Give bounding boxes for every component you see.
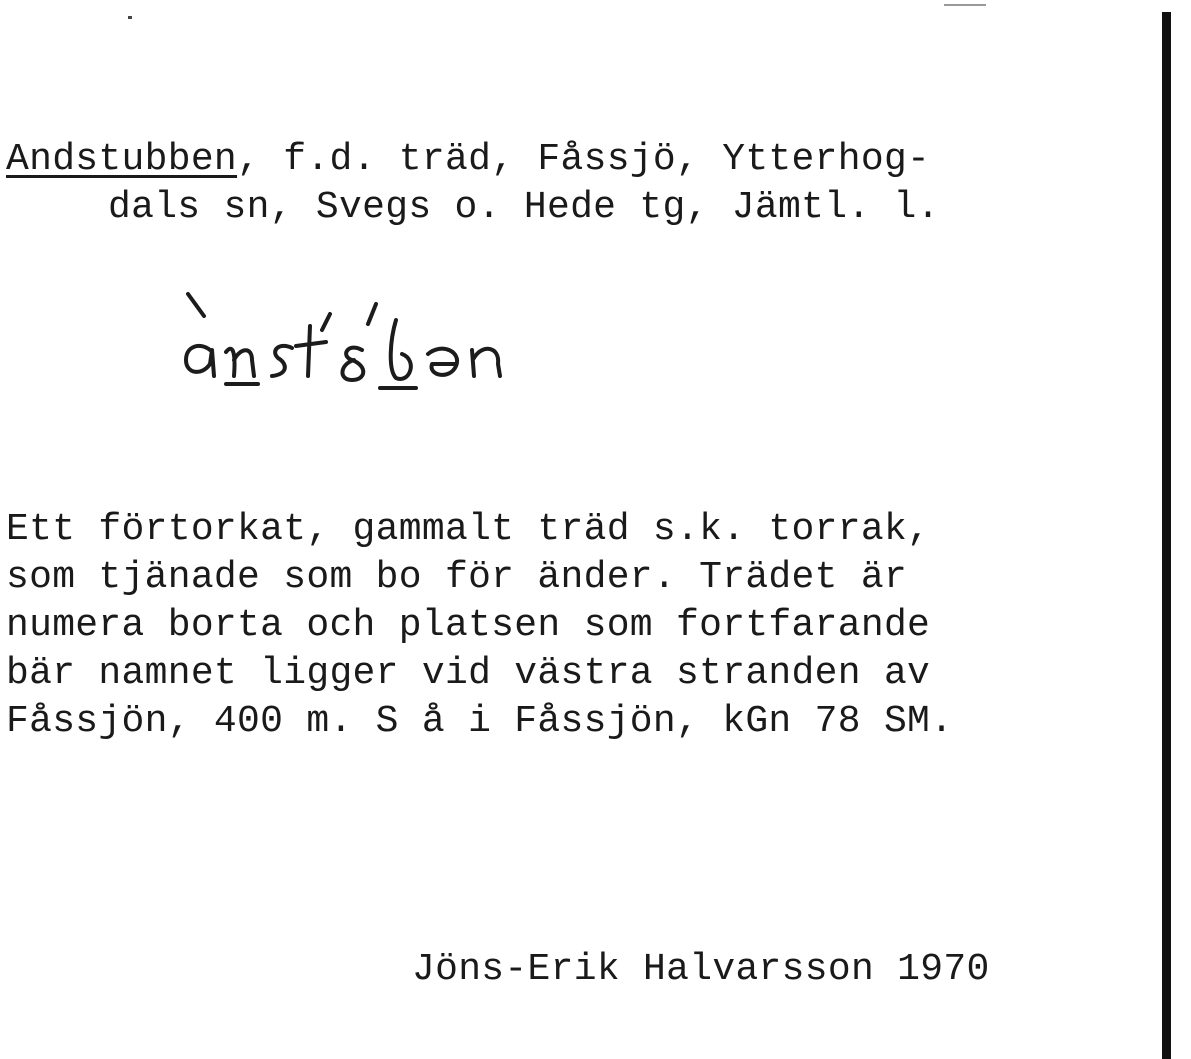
card-right-edge — [1162, 12, 1171, 1059]
entry-heading-line-1 — [6, 136, 930, 184]
signature-line: Jöns-Erik Halvarsson 1970 — [412, 948, 990, 991]
scan-speck — [128, 16, 132, 19]
description-line: som tjänade som bo för änder. Trädet är — [6, 556, 908, 599]
headword: Andstubben — [6, 138, 238, 181]
scan-speck — [944, 4, 986, 6]
handwritten-phonetic-transcription — [170, 280, 610, 410]
description-line: Ett förtorkat, gammalt träd s.k. torrak, — [6, 508, 931, 551]
description-line: bär namnet ligger vid västra stranden av — [6, 652, 931, 695]
entry-description — [6, 506, 953, 746]
description-line: Fåssjön, 400 m. S å i Fåssjön, kGn 78 SM. — [6, 700, 954, 743]
entry-heading-line-2: dals sn, Svegs o. Hede tg, Jämtl. l. — [108, 186, 940, 229]
description-line: numera borta och platsen som fortfarande — [6, 604, 931, 647]
heading-details: , f.d. träd, Fåssjö, Ytterhog- — [237, 138, 931, 181]
